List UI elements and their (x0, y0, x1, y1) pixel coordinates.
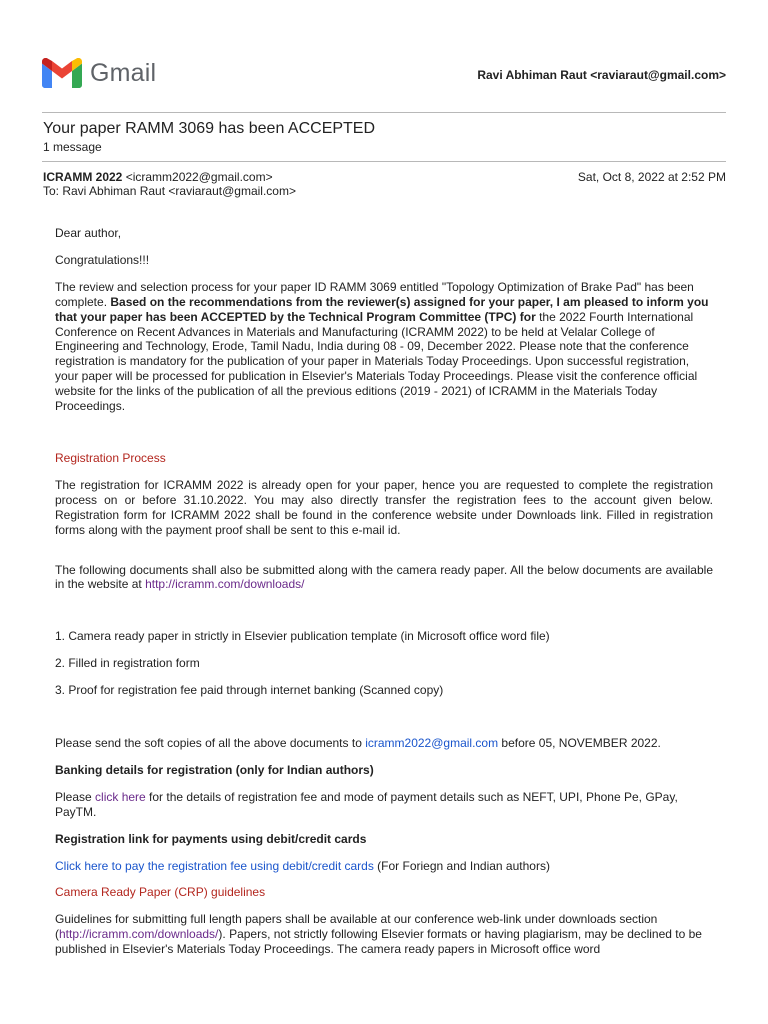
crp-text-1: Guidelines for submitting full length papers shall be available at our conference web-link under downloads section ( (55, 912, 658, 942)
review-paragraph (55, 280, 713, 414)
click-here-link[interactable]: click here (95, 789, 146, 804)
gmail-logo-text: Gmail (90, 58, 157, 87)
card-text: (For Foriegn and Indian authors) (373, 858, 550, 873)
documents-paragraph (55, 563, 713, 593)
downloads-link[interactable]: http://icramm.com/downloads/ (145, 577, 305, 592)
send-text-1: Please send the soft copies of all the above documents to (55, 736, 366, 751)
list-item-1: 1. Camera ready paper in strictly in Elsevier publication template (in Microsoft office word file) (55, 629, 550, 644)
registration-paragraph: The registration for ICRAMM 2022 is already open for your paper, hence you are requested to complete the registration process on or before 31.10.2022. You may also directly transfer the registration fees to the account given below. Registration form for ICRAMM 2022 shall be found in the conference website under Downloads link. Filled in registration forms along with the payment proof shall be sent to this e-mail id. (55, 477, 713, 537)
card-heading-text: Registration link for payments using debit/credit cards (55, 831, 367, 846)
review-text-bold: Based on the recommendations from the reviewer(s) assigned for your paper, I am pleased to inform you that your paper has been ACCEPTED by the Technical Program Committee (TPC) for (55, 294, 709, 324)
card-heading (55, 832, 713, 847)
banking-heading (55, 763, 713, 778)
banking-paragraph (55, 790, 713, 820)
greeting: Dear author, (55, 226, 122, 240)
congrats-line: Congratulations!!! (55, 252, 150, 267)
gmail-header (42, 58, 726, 94)
message-count: 1 message (43, 140, 102, 154)
sender-email: <icramm2022@gmail.com> (122, 170, 273, 184)
email-body (55, 226, 713, 957)
list-item-2: 2. Filled in registration form (55, 656, 200, 671)
gmail-logo-icon (42, 58, 82, 88)
banking-text-1: Please (55, 789, 96, 804)
banking-text-2: for the details of registration fee and mode of payment details such as NEFT, UPI, Phone Pe, GPay, PayTM. (55, 789, 678, 819)
sender (43, 170, 273, 184)
documents-text: The following documents shall also be submitted along with the camera ready paper. All the below documents are available in the website at (55, 562, 713, 592)
sender-name: ICRAMM 2022 (43, 170, 123, 184)
banking-heading-text: Banking details for registration (only for Indian authors) (55, 762, 374, 777)
crp-heading: Camera Ready Paper (CRP) guidelines (55, 885, 266, 900)
email-date: Sat, Oct 8, 2022 at 2:52 PM (577, 170, 726, 184)
crp-paragraph (55, 912, 713, 957)
send-documents-line (55, 736, 713, 751)
crp-text-2: ). Papers, not strictly following Elsevier formats or having plagiarism, may be declined to be published in Elsevier's Materials Today Proceedings. The camera ready papers in Microsoft office word (55, 927, 702, 957)
crp-downloads-link[interactable]: http://icramm.com/downloads/ (59, 927, 219, 942)
review-text-1: The review and selection process for your paper ID RAMM 3069 entitled "Topology Optimization of Brake Pad" has been complete. (55, 279, 694, 309)
list-item-3: 3. Proof for registration fee paid through internet banking (Scanned copy) (55, 683, 444, 698)
email-subject: Your paper RAMM 3069 has been ACCEPTED (43, 120, 376, 137)
account-name: Ravi Abhiman Raut <raviaraut@gmail.com> (477, 68, 726, 82)
pay-registration-link[interactable]: Click here to pay the registration fee using debit/credit cards (55, 858, 374, 873)
registration-heading: Registration Process (55, 450, 166, 465)
send-text-2: before 05, NOVEMBER 2022. (498, 736, 661, 751)
header-divider (42, 112, 726, 113)
email-link[interactable]: icramm2022@gmail.com (365, 736, 499, 751)
card-paragraph (55, 859, 713, 874)
recipient: To: Ravi Abhiman Raut <raviaraut@gmail.com> (43, 184, 296, 198)
subject-divider (42, 161, 726, 162)
review-text-2: the 2022 Fourth International Conference on Recent Advances in Materials and Manufacturing (ICRAMM 2022) to be held at Velalar College of Engineering and Technology, Erode, Tamil Nadu, India during 08 - 09, December 2022. Please note that the conference registration is mandatory for the publication of your paper in Materials Today Proceedings. Upon successful registration, your paper will be processed for publication in Elsevier's Materials Today Proceedings. Please visit the conference official website for the links of the publication of all the previous editions (2019 - 2021) of ICRAMM in the Materials Today Proceedings. (55, 309, 698, 414)
gmail-logo[interactable] (42, 58, 156, 88)
